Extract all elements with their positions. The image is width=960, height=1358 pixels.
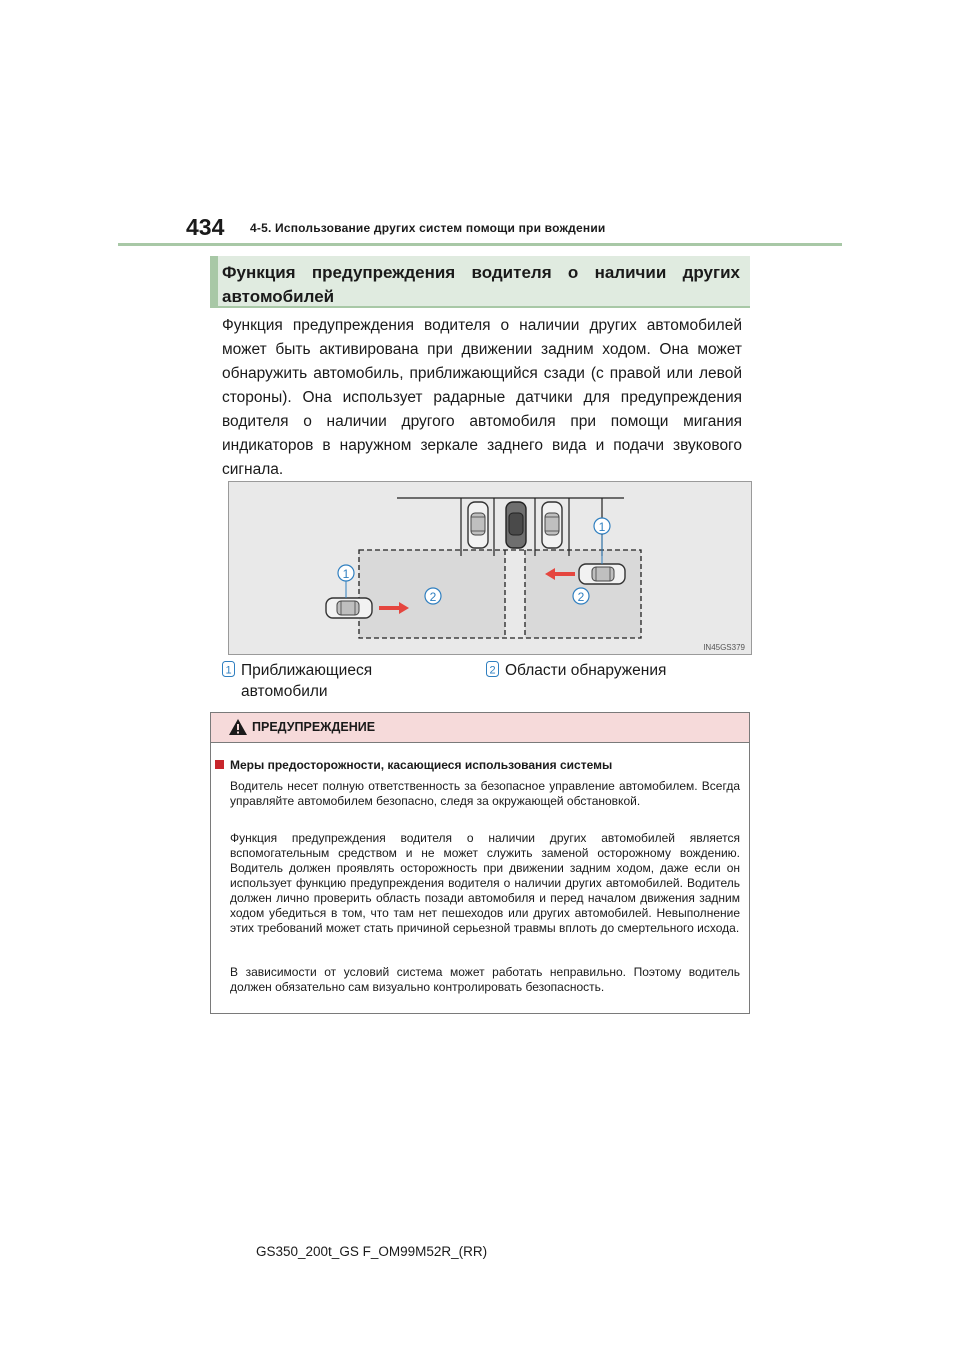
legend-label-1: Приближающиеся автомобили <box>241 662 373 700</box>
warning-label: ПРЕДУПРЕЖДЕНИЕ <box>252 720 376 734</box>
section-header: 4-5. Использование других систем помощи при вождении <box>250 221 606 235</box>
parking-diagram-svg <box>229 482 751 654</box>
parked-car-1 <box>468 502 488 548</box>
own-vehicle <box>506 502 526 548</box>
svg-text:1: 1 <box>598 520 606 534</box>
warning-box <box>210 712 750 1014</box>
section-title: Функция предупреждения водителя о наличии других автомобилей <box>222 263 740 306</box>
svg-text:2: 2 <box>577 590 585 604</box>
header-rule <box>118 243 842 246</box>
footer-document-code: GS350_200t_GS F_OM99M52R_(RR) <box>256 1244 488 1259</box>
svg-text:2: 2 <box>429 590 437 604</box>
warning-header <box>211 713 749 743</box>
warning-subheading <box>215 758 740 772</box>
figure-code: IN45GS379 <box>703 643 745 652</box>
section-title-box <box>210 256 750 308</box>
warning-subheading-text: Меры предосторожности, касающиеся использования системы <box>230 758 613 772</box>
svg-text:1: 1 <box>342 567 350 581</box>
warning-paragraph-2: Функция предупреждения водителя о наличии других автомобилей является вспомогательным средством и не может служить заменой осторожному вождению. Водитель должен проявлять осторожность при движении задним ходом, даже если он использует функцию предупреждения водителя о наличии других автомобилей. Водитель должен лично проверить область позади автомобиля и перед началом движения задним ходом убедиться в том, что там нет пешеходов или других автомобилей. Невыполнение этих требований может стать причиной серьезной травмы вплоть до смертельного исхода. <box>230 831 740 935</box>
legend-label-2: Области обнаружения <box>505 662 667 679</box>
warning-paragraph-1: Водитель несет полную ответственность за безопасное управление автомобилем. Всегда управляйте автомобилем безопасно, следя за окружающей обстановкой. <box>230 779 740 808</box>
warning-triangle-icon <box>228 718 248 736</box>
number-1-icon <box>222 661 235 677</box>
warning-paragraph-3: В зависимости от условий система может работать неправильно. Поэтому водитель должен обязательно сам визуально контролировать безопасность. <box>230 965 740 994</box>
parking-diagram <box>228 481 752 655</box>
approaching-car-right <box>579 564 625 584</box>
page-number: 434 <box>186 214 225 240</box>
legend-item-1 <box>222 660 452 702</box>
callout-1-left <box>338 565 354 581</box>
callout-2-right <box>573 588 589 604</box>
callout-2-left <box>425 588 441 604</box>
intro-paragraph: Функция предупреждения водителя о наличии других автомобилей может быть активирована при движении задним ходом. Она может обнаружить автомобиль, приближающийся сзади (с правой или левой стороны). Она использует радарные датчики для предупреждения водителя о наличии другого автомобиля при помощи мигания индикаторов в наружном зеркале заднего вида и подачи звукового сигнала. <box>222 317 742 478</box>
number-2-icon <box>486 661 499 677</box>
approaching-car-left <box>326 598 372 618</box>
svg-text:2: 2 <box>489 664 496 677</box>
legend-item-2 <box>486 660 716 681</box>
square-bullet-icon <box>215 760 224 769</box>
section-title-bar <box>210 256 218 308</box>
callout-1-right <box>594 518 610 534</box>
parked-car-3 <box>542 502 562 548</box>
svg-text:1: 1 <box>225 664 232 677</box>
